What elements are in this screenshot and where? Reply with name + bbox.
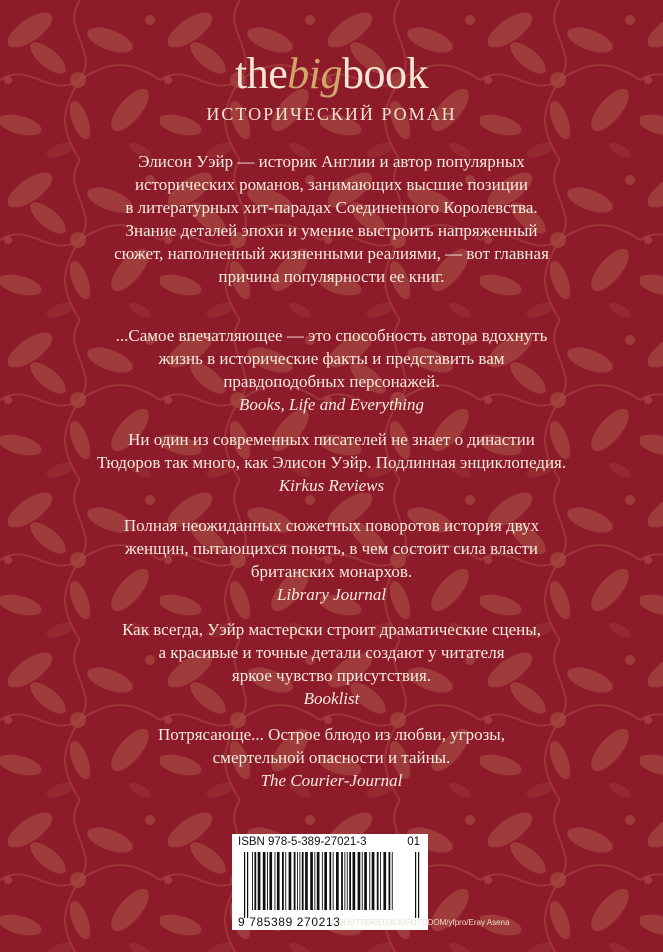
quote-line: смертельной опасности и тайны. [212, 748, 451, 767]
isbn-number: ISBN 978-5-389-27021-3 [238, 836, 367, 848]
quote-line: женщин, пытающихся понять, в чем состоит сила власти [124, 539, 539, 558]
review-quote [50, 428, 613, 497]
quote-source: Kirkus Reviews [278, 476, 385, 495]
quote-line: а красивые и точные детали создают у читателя [158, 643, 505, 662]
quote-line: Тюдоров так много, как Элисон Уэйр. Подлинная энциклопедия. [96, 453, 567, 472]
quote-line: Ни один из современных писателей не знает о династии [128, 430, 535, 449]
genre-subtitle: ИСТОРИЧЕСКИЙ РОМАН [206, 104, 457, 124]
quote-line: Потрясающе... Острое блюдо из любви, угрозы, [158, 725, 505, 744]
author-intro [50, 150, 613, 288]
intro-line: исторических романов, занимающих высшие позиции [134, 175, 529, 194]
quote-line: британских монархов. [250, 562, 413, 581]
quote-line: жизнь в исторические факты и представить вам [158, 349, 505, 368]
intro-line: сюжет, наполненный жизненными реалиями, — вот главная [114, 244, 549, 263]
logo-book: book [342, 49, 428, 98]
review-quote [50, 324, 613, 416]
intro-line: Знание деталей эпохи и умение выстроить напряженный [125, 221, 538, 240]
thebigbook-logo [0, 48, 663, 100]
quote-line: правдоподобных персонажей. [223, 372, 440, 391]
review-quote [50, 514, 613, 606]
isbn-addon: 01 [407, 836, 420, 848]
quote-source: Booklist [303, 689, 360, 708]
logo-the: the [235, 49, 288, 98]
quote-source: The Courier-Journal [260, 771, 403, 790]
barcode-digits: 9 785389 270213 [238, 915, 341, 929]
review-quote [50, 723, 613, 792]
quote-line: Полная неожиданных сюжетных поворотов история двух [123, 516, 540, 535]
logo-big: big [287, 49, 342, 98]
intro-line: Элисон Уэйр — историк Англии и автор популярных [138, 152, 525, 171]
isbn-barcode [232, 834, 428, 930]
quote-line: ...Самое впечатляющее — это способность автора вдохнуть [115, 326, 548, 345]
quote-source: Library Journal [276, 585, 387, 604]
intro-line: в литературных хит-парадах Соединенного Королевства. [125, 198, 538, 217]
photo-credit: © SHUTTERSTOCK/FOTODOM/yfpro/Eray Asena [330, 918, 510, 927]
quote-line: яркое чувство присутствия. [231, 666, 432, 685]
quote-source: Books, Life and Everything [238, 395, 425, 414]
intro-line: причина популярности ее книг. [218, 267, 445, 286]
quote-line: Как всегда, Уэйр мастерски строит драматические сцены, [122, 620, 541, 639]
review-quote [50, 618, 613, 710]
